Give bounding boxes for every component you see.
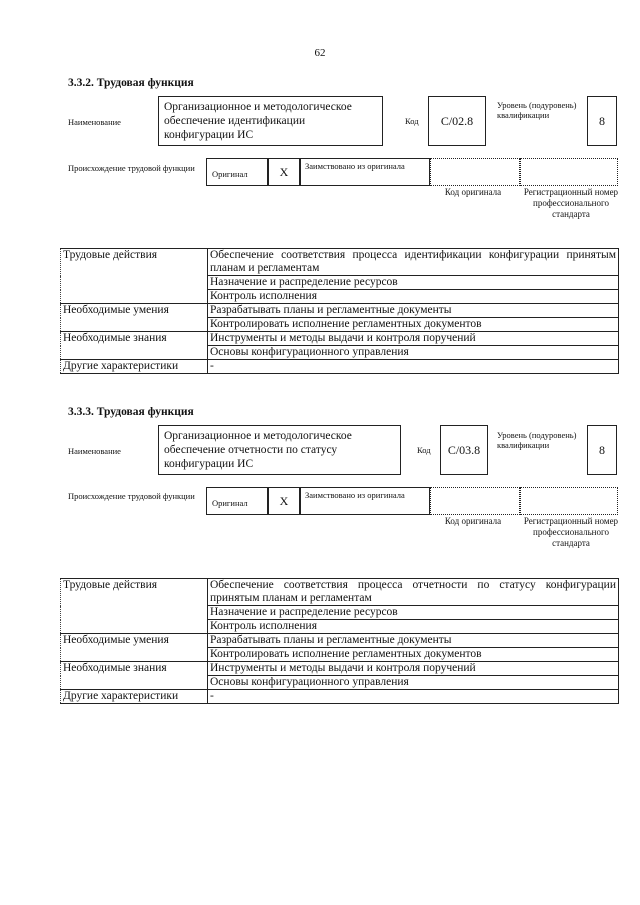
code-original-caption: Код оригинала [444,516,502,526]
code-value-box: C/03.8 [440,425,488,475]
name-label: Наименование [68,446,121,456]
original-mark: X [268,487,300,515]
action-item: Контроль исполнения [208,620,619,634]
reg-number-cell [520,158,618,186]
level-value-box: 8 [587,425,617,475]
knowledge-item: Основы конфигурационного управления [208,676,619,690]
code-original-caption: Код оригинала [444,187,502,197]
row-label-actions: Трудовые действия [61,249,208,304]
row-label-other: Другие характеристики [61,690,208,704]
origin-row [206,487,618,515]
section-title: 3.3.2. Трудовая функция [68,77,194,89]
function-table [60,578,619,704]
row-label-actions: Трудовые действия [61,579,208,634]
level-label: Уровень (подуровень) квалификации [497,430,577,450]
other-item: - [208,690,619,704]
action-item: Обеспечение соответствия процесса идентификации конфигурации принятым планам и регламентам [208,249,619,276]
function-table [60,248,619,374]
origin-label: Происхождение трудовой функции [68,491,195,501]
code-original-cell [430,158,520,186]
skill-item: Контролировать исполнение регламентных документов [208,648,619,662]
code-label: Код [417,445,431,455]
reg-number-cell [520,487,618,515]
knowledge-item: Основы конфигурационного управления [208,346,619,360]
level-value-box: 8 [587,96,617,146]
page-number: 62 [314,47,326,59]
other-item: - [208,360,619,374]
original-mark: X [268,158,300,186]
knowledge-item: Инструменты и методы выдачи и контроля поручений [208,332,619,346]
name-value-box: Организационное и методологическое обеспечение отчетности по статусу конфигурации ИС [158,425,401,475]
code-original-cell [430,487,520,515]
skill-item: Разрабатывать планы и регламентные документы [208,304,619,318]
code-value-box: C/02.8 [428,96,486,146]
row-label-knowledge: Необходимые знания [61,662,208,690]
skill-item: Разрабатывать планы и регламентные документы [208,634,619,648]
knowledge-item: Инструменты и методы выдачи и контроля поручений [208,662,619,676]
action-item: Обеспечение соответствия процесса отчетности по статусу конфигурации принятым планам и регламентам [208,579,619,606]
row-label-other: Другие характеристики [61,360,208,374]
section-title: 3.3.3. Трудовая функция [68,406,194,418]
original-label: Оригинал [206,487,268,515]
name-label: Наименование [68,117,121,127]
borrowed-label: Заимствовано из оригинала [300,487,430,515]
action-item: Контроль исполнения [208,290,619,304]
reg-number-caption: Регистрационный номер профессионального стандарта [523,187,619,219]
level-label: Уровень (подуровень) квалификации [497,100,577,120]
origin-row [206,158,618,186]
name-value-box: Организационное и методологическое обеспечение идентификации конфигурации ИС [158,96,383,146]
row-label-knowledge: Необходимые знания [61,332,208,360]
borrowed-label: Заимствовано из оригинала [300,158,430,186]
action-item: Назначение и распределение ресурсов [208,276,619,290]
row-label-skills: Необходимые умения [61,634,208,662]
original-label: Оригинал [206,158,268,186]
action-item: Назначение и распределение ресурсов [208,606,619,620]
row-label-skills: Необходимые умения [61,304,208,332]
code-label: Код [405,116,419,126]
skill-item: Контролировать исполнение регламентных документов [208,318,619,332]
origin-label: Происхождение трудовой функции [68,163,195,173]
reg-number-caption: Регистрационный номер профессионального стандарта [523,516,619,548]
